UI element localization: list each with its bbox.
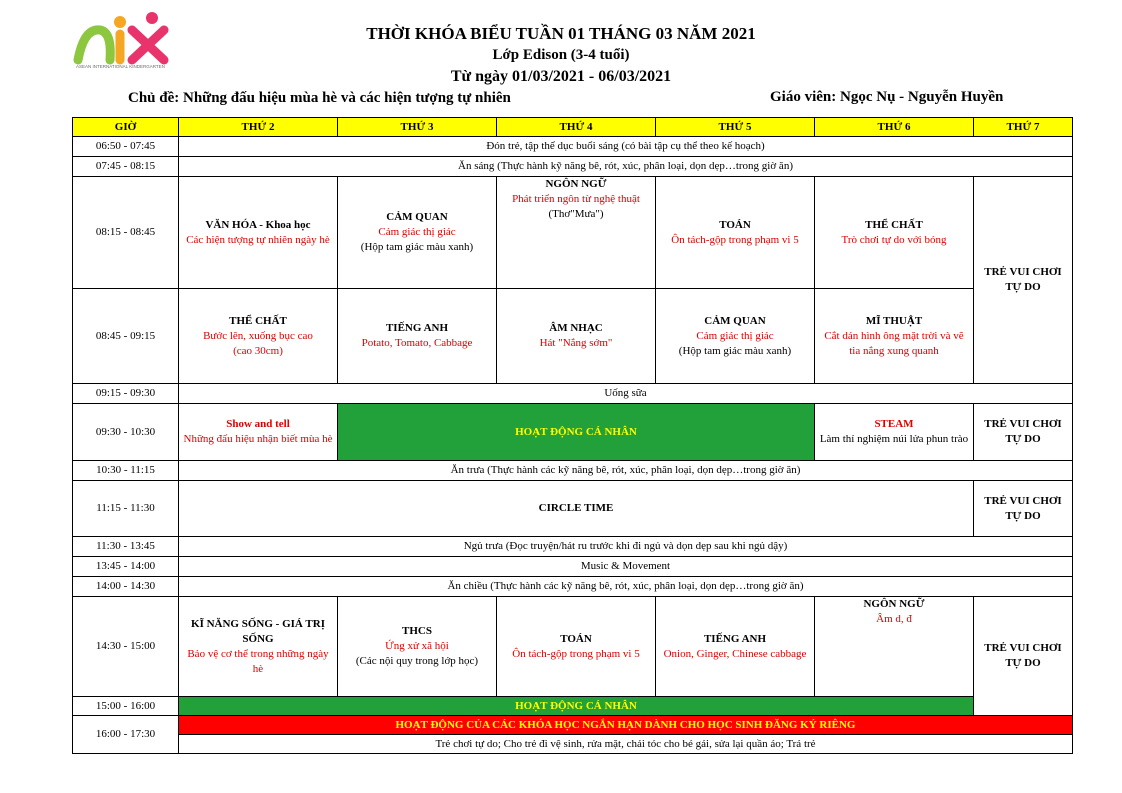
lesson-title: THỂ CHẤT [229,314,287,327]
free-play-cell: TRẺ VUI CHƠI TỰ DO [974,177,1073,384]
time-cell: 16:00 - 17:30 [73,716,179,754]
table-row [73,597,1073,697]
lesson-cell [338,597,497,697]
lesson-cell [338,177,497,289]
table-row [73,461,1073,481]
logo-text: ASEAN INTERNATIONAL KINDERGARTEN [76,64,165,69]
lesson-cell [338,289,497,384]
lesson-cell [815,289,974,384]
col-header-fri: THỨ 6 [815,118,974,137]
lesson-cell [179,177,338,289]
page-title: THỜI KHÓA BIỂU TUẦN 01 THÁNG 03 NĂM 2021 [366,24,756,43]
table-row [73,289,1073,384]
lesson-detail: Ôn tách-gộp trong phạm vi 5 [671,233,799,246]
subject-line: Chủ đề: Những đấu hiệu mùa hè và các hiện tượng tự nhiên [128,90,511,106]
time-cell: 09:15 - 09:30 [73,384,179,404]
activity-cell: Ăn chiều (Thực hành các kỹ năng bê, rót, xúc, phân loại, dọn dẹp…trong giờ ăn) [179,577,1073,597]
free-play-cell: TRẺ VUI CHƠI TỰ DO [974,481,1073,537]
time-cell: 07:45 - 08:15 [73,157,179,177]
individual-activity-cell: HOẠT ĐỘNG CÁ NHÂN [338,404,815,461]
table-row [73,177,1073,289]
lesson-cell [656,289,815,384]
timetable [72,117,1073,754]
lesson-cell [497,177,656,289]
date-range: Từ ngày 01/03/2021 - 06/03/2021 [450,68,672,85]
activity-cell: Uống sữa [179,384,1073,404]
header-row [73,118,1073,137]
lesson-title: THỂ CHẤT [865,218,923,231]
lesson-title: Show and tell [226,418,290,430]
time-cell: 10:30 - 11:15 [73,461,179,481]
activity-cell: Music & Movement [179,557,1073,577]
time-cell: 11:15 - 11:30 [73,481,179,537]
lesson-detail: Cắt dán hình ông mặt trời và vẽ tia nắng xung quanh [824,329,964,357]
table-row [73,481,1073,537]
lesson-detail: Potato, Tomato, Cabbage [361,337,473,349]
lesson-detail: Phát triển ngôn từ nghệ thuật [512,193,640,205]
lesson-title: ÂM NHẠC [549,322,603,334]
col-header-mon: THỨ 2 [179,118,338,137]
lesson-cell [815,177,974,289]
lesson-cell [179,289,338,384]
lesson-cell [815,404,974,461]
col-header-sat: THỨ 7 [974,118,1073,137]
lesson-title: NGÔN NGỮ [545,178,607,190]
table-row [73,157,1073,177]
table-row [73,557,1073,577]
individual-activity-cell: HOẠT ĐỘNG CÁ NHÂN [179,697,974,716]
lesson-title: CẢM QUAN [386,211,448,223]
lesson-detail: Trò chơi tự do với bóng [841,233,947,246]
table-row [73,537,1073,557]
lesson-cell [179,597,338,697]
lesson-detail: Cảm giác thị giác [378,226,456,238]
lesson-detail: Ứng xử xã hội [385,640,449,652]
col-header-tue: THỨ 3 [338,118,497,137]
lesson-detail: Các hiện tượng tự nhiên ngày hè [186,233,330,246]
lesson-note: Làm thí nghiệm núi lửa phun trào [819,433,969,445]
lesson-title: TIẾNG ANH [703,632,767,645]
col-header-time: GIỜ [73,118,179,137]
table-row [73,716,1073,735]
lesson-detail: Hát "Nắng sớm" [539,337,613,349]
lesson-detail: Cảm giác thị giác [696,329,774,342]
lesson-detail: Những đấu hiệu nhận biết mùa hè [183,433,333,445]
lesson-cell [179,404,338,461]
teacher-line: Giáo viên: Ngọc Nụ - Nguyễn Huyền [770,89,1004,105]
time-cell: 13:45 - 14:00 [73,557,179,577]
lesson-title: TOÁN [719,218,751,231]
time-cell: 08:45 - 09:15 [73,289,179,384]
lesson-title: CẢM QUAN [704,314,766,327]
table-row [73,404,1073,461]
lesson-cell [497,289,656,384]
time-cell: 06:50 - 07:45 [73,137,179,157]
col-header-wed: THỨ 4 [497,118,656,137]
lesson-note: (Hộp tam giác màu xanh) [678,344,792,357]
lesson-title: TOÁN [560,632,592,645]
lesson-detail: Bước lên, xuống bục cao [203,329,313,342]
lesson-detail: Bảo vệ cơ thể trong những ngày hè [187,647,329,675]
activity-cell: Ăn trưa (Thực hành các kỹ năng bê, rót, xúc, phân loại, dọn dẹp…trong giờ ăn) [179,461,1073,481]
class-name: Lớp Edison (3-4 tuổi) [492,47,630,63]
free-play-cell: TRẺ VUI CHƠI TỰ DO [974,404,1073,461]
lesson-title: NGÔN NGỮ [863,598,925,610]
lesson-title: THCS [402,625,432,637]
lesson-title: TIẾNG ANH [385,322,449,334]
lesson-detail: Ôn tách-gộp trong phạm vi 5 [512,647,640,660]
table-row [73,735,1073,754]
activity-cell: Ngủ trưa (Đọc truyện/hát ru trước khi đi ngủ và dọn dẹp sau khi ngủ dậy) [179,537,1073,557]
time-cell: 09:30 - 10:30 [73,404,179,461]
col-header-thu: THỨ 5 [656,118,815,137]
lesson-note: (Hộp tam giác màu xanh) [360,241,474,253]
activity-cell: Đón trẻ, tập thể dục buổi sáng (có bài tập cụ thể theo kế hoạch) [179,137,1073,157]
lesson-title: KĨ NĂNG SỐNG - GIÁ TRỊ SỐNG [191,617,325,645]
time-cell: 15:00 - 16:00 [73,697,179,716]
activity-cell: Ăn sáng (Thực hành kỹ năng bê, rót, xúc, phân loại, dọn dẹp…trong giờ ăn) [179,157,1073,177]
lesson-title: VĂN HÓA - Khoa học [205,218,311,231]
lesson-detail: Âm d, đ [876,613,912,625]
lesson-cell [656,597,815,697]
time-cell: 14:30 - 15:00 [73,597,179,697]
short-course-banner: HOẠT ĐỘNG CỦA CÁC KHÓA HỌC NGẮN HẠN DÀNH CHO HỌC SINH ĐĂNG KÝ RIÊNG [179,716,1073,735]
lesson-cell [656,177,815,289]
circle-time-cell: CIRCLE TIME [179,481,974,537]
lesson-cell [815,597,974,697]
time-cell: 14:00 - 14:30 [73,577,179,597]
lesson-note: (Thơ"Mưa") [548,208,604,220]
time-cell: 08:15 - 08:45 [73,177,179,289]
lesson-cell [497,597,656,697]
table-row [73,577,1073,597]
lesson-title: STEAM [874,418,914,430]
free-play-cell: TRẺ VUI CHƠI TỰ DO [974,597,1073,716]
table-row [73,137,1073,157]
lesson-note: (Các nội quy trong lớp học) [355,655,479,667]
lesson-note: (cao 30cm) [233,344,283,357]
table-row [73,384,1073,404]
time-cell: 11:30 - 13:45 [73,537,179,557]
table-row [73,697,1073,716]
lesson-title: MĨ THUẬT [865,314,923,327]
lesson-detail: Onion, Ginger, Chinese cabbage [663,647,807,660]
activity-cell: Trẻ chơi tự do; Cho trẻ đi vệ sinh, rửa mặt, chải tóc cho bé gái, sửa lại quần áo; Trả trẻ [179,735,1073,754]
